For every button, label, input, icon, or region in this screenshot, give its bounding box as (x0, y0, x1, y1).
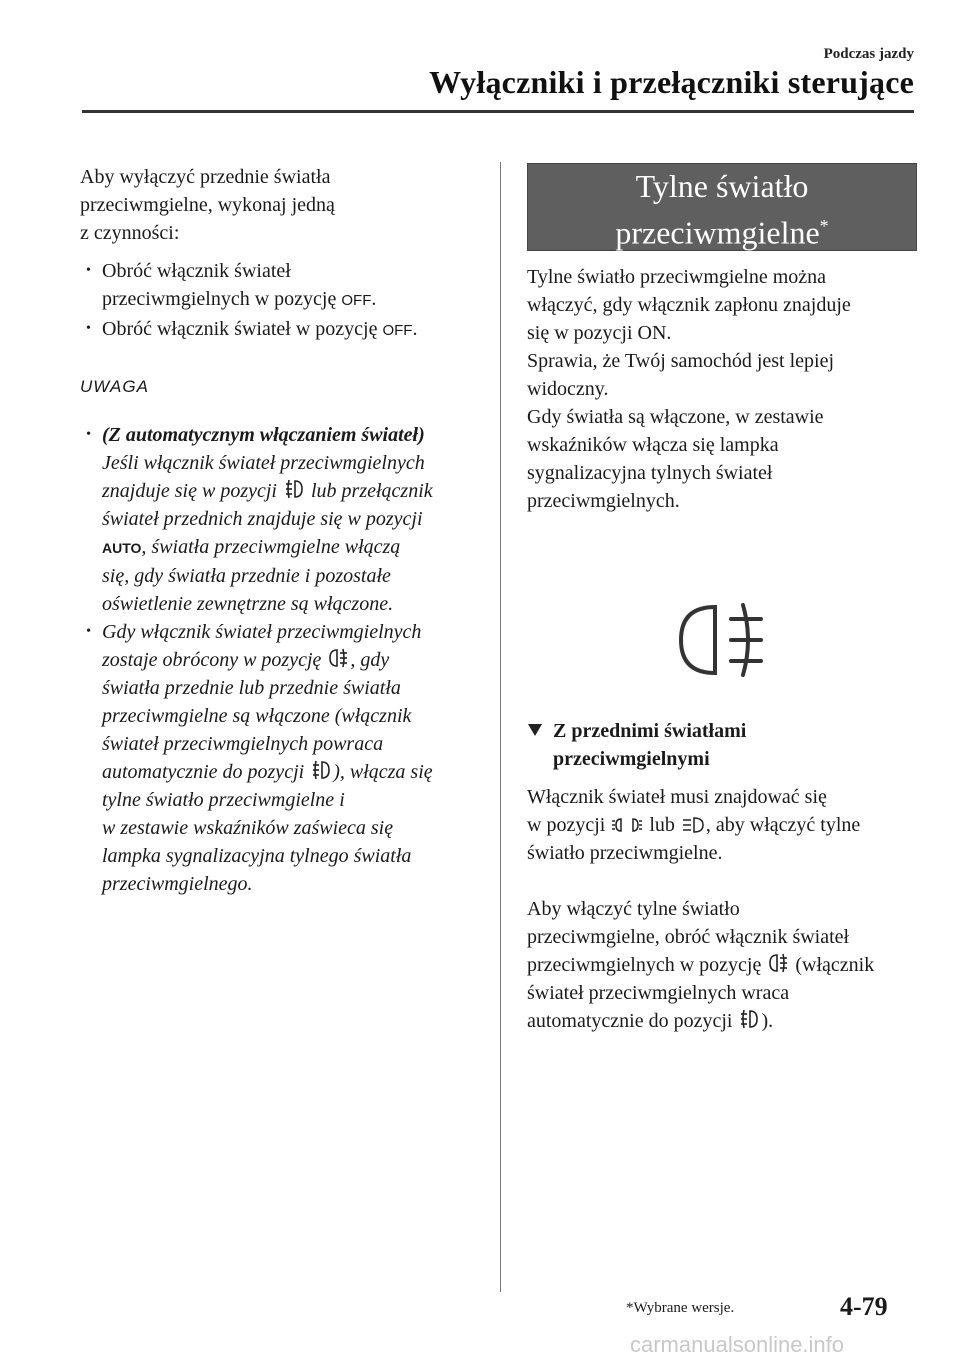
body-line: Sprawia, że Twój samochód jest lepiej (527, 350, 835, 372)
body-line: włączyć, gdy włącznik zapłonu znajduje (527, 294, 851, 316)
note-text: oświetlenie zewnętrzne są włączone. (102, 593, 394, 615)
watermark: carmanualsonline.info (630, 1332, 845, 1357)
note-item (80, 618, 478, 898)
intro-line: Aby wyłączyć przednie światła (80, 166, 331, 188)
note-text: w zestawie wskaźników zaświeca się (102, 817, 394, 839)
subsection-title: Z przednimi światłami (553, 720, 747, 742)
body-line: się w pozycji ON. (527, 322, 672, 344)
body-line: Aby włączyć tylne światło (527, 898, 740, 920)
body-line: Tylne światło przeciwmgielne można (527, 266, 827, 288)
note-text: automatycznie do pozycji (102, 761, 310, 783)
body-text: (włącznik (790, 954, 875, 976)
body-text: , aby włączyć tylne (705, 814, 861, 836)
note-text: Gdy włącznik świateł przeciwmgielnych (102, 621, 422, 643)
bullet-text: Obróć włącznik świateł w pozycję (102, 318, 383, 340)
note-text: lampka sygnalizacyjna tylnego światła (102, 845, 412, 867)
body-line (527, 1007, 917, 1035)
front-fog-icon (739, 1008, 759, 1030)
body-line: widoczny. (527, 378, 609, 400)
header-rule (82, 110, 914, 113)
note-text: lub przełącznik (305, 480, 433, 502)
intro-line: przeciwmgielne, wykonaj jedną (80, 194, 335, 216)
body-text: automatycznie do pozycji (527, 1010, 738, 1032)
triangle-marker-icon (527, 723, 543, 737)
note-text: znajduje się w pozycji (102, 480, 282, 502)
note-item (80, 421, 478, 618)
bullet-text: Obróć włącznik świateł (102, 260, 291, 282)
body-line: Gdy światła są włączone, w zestawie (527, 406, 824, 428)
header-section: Podczas jazdy (823, 46, 914, 62)
body-line: przeciwmgielnych. (527, 490, 680, 512)
note-label: UWAGA (80, 377, 149, 396)
note-text: przeciwmgielne są włączone (włącznik (102, 705, 412, 727)
rear-fog-icon (768, 952, 788, 974)
off-label: OFF (382, 322, 413, 339)
body-text: w pozycji (527, 814, 611, 836)
body-line: przeciwmgielne, obróć włącznik świateł (527, 926, 850, 948)
right-column (527, 163, 917, 1035)
body-line: sygnalizacyjna tylnych świateł (527, 462, 773, 484)
note-text: zostaje obrócony w pozycję (102, 649, 327, 671)
front-fog-icon (284, 478, 304, 500)
page-title: Wyłączniki i przełączniki sterujące (429, 64, 914, 100)
note-text: tylne światło przeciwmgielne i (102, 789, 345, 811)
bullet-text: przeciwmgielnych w pozycję (102, 288, 342, 310)
rear-fog-indicator-icon (677, 601, 767, 679)
bullet-item: • Obróć włącznik świateł przeciwmgielnych w pozycję OFF. (80, 257, 478, 315)
note-text: świateł przeciwmgielnych powraca (102, 733, 384, 755)
body-line: świateł przeciwmgielnych wraca (527, 982, 790, 1004)
footnote: *Wybrane wersje. (626, 1300, 735, 1316)
body-text: przeciwmgielnych w pozycję (527, 954, 767, 976)
column-divider (500, 162, 501, 1292)
note-text: się, gdy światła przednie i pozostałe (102, 565, 391, 587)
section-title-box (527, 163, 917, 251)
page-number: 4-79 (840, 1292, 888, 1321)
headlight-icon (682, 816, 704, 834)
footnote-star: * (819, 216, 829, 236)
note-title: (Z automatycznym włączaniem świateł) (102, 424, 425, 446)
note-text: przeciwmgielnego. (102, 873, 253, 895)
front-fog-icon (311, 759, 331, 781)
body-text: ). (761, 1010, 774, 1032)
subsection-title: przeciwmgielnymi (553, 748, 710, 770)
off-label: OFF (341, 292, 372, 309)
section-title: Tylne światło (635, 168, 809, 204)
auto-label: AUTO (102, 540, 142, 556)
rear-fog-icon (328, 647, 348, 669)
note-text: ), włącza się (333, 761, 433, 783)
parking-lights-icon (612, 816, 642, 834)
body-line (527, 811, 917, 839)
note-text: Jeśli włącznik świateł przeciwmgielnych (102, 452, 425, 474)
body-line: światło przeciwmgielne. (527, 842, 723, 864)
note-text: światła przednie lub przednie światła (102, 677, 401, 699)
section-title: przeciwmgielne (615, 214, 820, 251)
subsection-heading (527, 717, 917, 773)
note-text: , światła przeciwmgielne włączą (141, 536, 401, 558)
body-line: wskaźników włącza się lampka (527, 434, 779, 456)
body-line: Włącznik świateł musi znajdować się (527, 786, 827, 808)
intro-line: z czynności: (80, 222, 180, 244)
body-line (527, 951, 917, 979)
bullet-item: • Obróć włącznik świateł w pozycję OFF. (80, 315, 478, 345)
left-column (80, 163, 478, 898)
note-text: świateł przednich znajduje się w pozycji (102, 508, 423, 530)
body-text: lub (644, 814, 680, 836)
note-text: , gdy (350, 649, 390, 671)
